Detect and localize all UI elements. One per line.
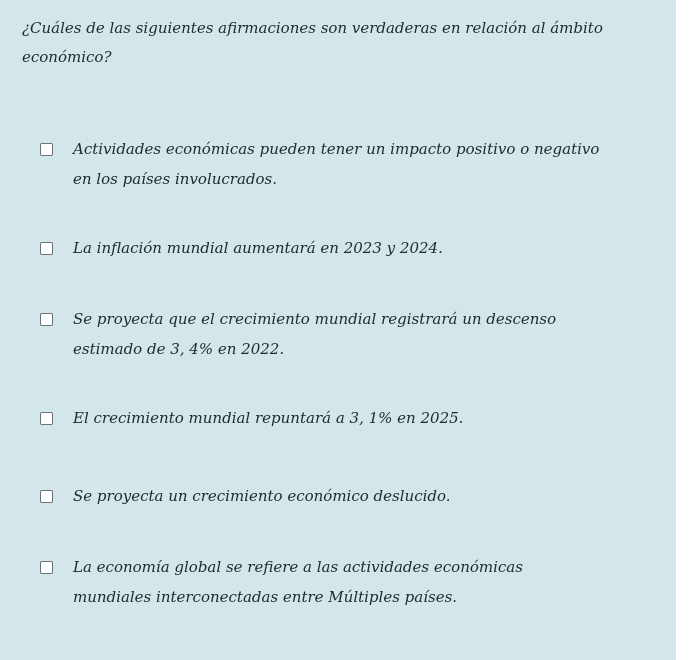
option-5[interactable]	[40, 487, 600, 511]
option-5-label[interactable]: Se proyecta un crecimiento económico deslucido.	[73, 487, 451, 505]
option-5-checkbox[interactable]	[40, 490, 53, 503]
option-4[interactable]	[40, 409, 600, 433]
option-2-checkbox[interactable]	[40, 242, 53, 255]
option-1-checkbox[interactable]	[40, 143, 53, 156]
question-text: ¿Cuáles de las siguientes afirmaciones son verdaderas en relación al ámbito económico?	[22, 19, 603, 66]
option-4-checkbox[interactable]	[40, 412, 53, 425]
option-6-label[interactable]: La economía global se refiere a las actividades económicas mundiales interconectadas entre Múltiples países.	[73, 558, 523, 606]
option-3[interactable]	[40, 310, 600, 364]
option-1-label[interactable]: Actividades económicas pueden tener un impacto positivo o negativo en los países involucrados.	[73, 140, 600, 188]
option-2[interactable]	[40, 239, 600, 263]
option-4-label[interactable]: El crecimiento mundial repuntará a 3, 1% en 2025.	[73, 409, 464, 427]
option-1[interactable]	[40, 140, 600, 194]
option-3-checkbox[interactable]	[40, 313, 53, 326]
option-6-checkbox[interactable]	[40, 561, 53, 574]
option-6[interactable]	[40, 558, 600, 612]
option-2-label[interactable]: La inflación mundial aumentará en 2023 y 2024.	[73, 239, 443, 257]
option-3-label[interactable]: Se proyecta que el crecimiento mundial registrará un descenso estimado de 3, 4% en 2022.	[73, 310, 557, 358]
